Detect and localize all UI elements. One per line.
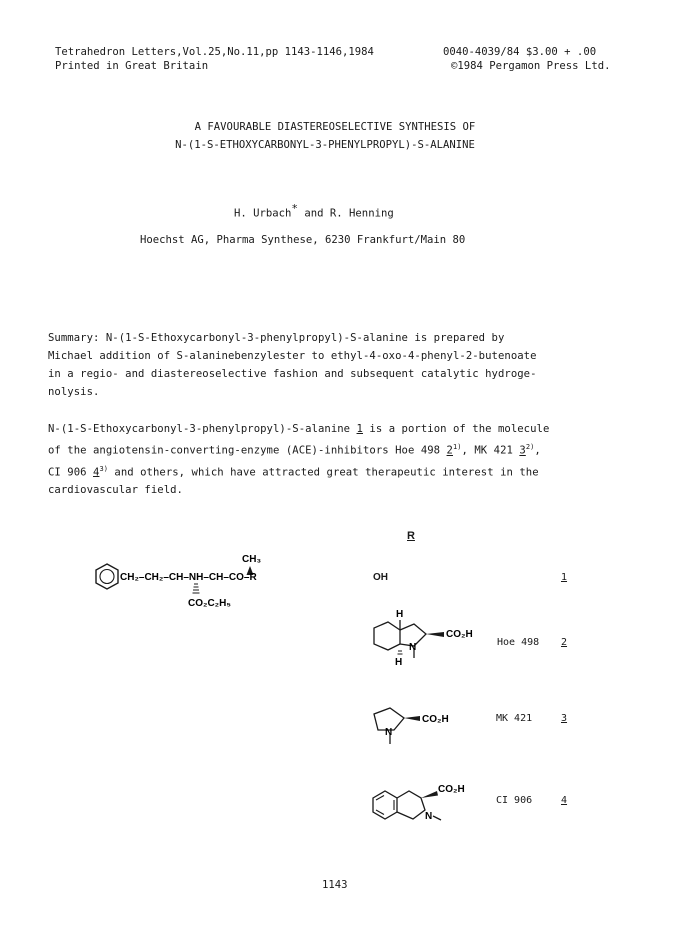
mk421-wedge	[404, 716, 420, 721]
hoe498-wedge	[426, 632, 444, 637]
page-number: 1143	[322, 879, 348, 891]
corresponding-mark: *	[291, 202, 299, 215]
summary	[48, 329, 648, 401]
summary-line-1: Summary: N-(1-S-Ethoxycarbonyl-3-phenylpropyl)-S-alanine is prepared by	[48, 332, 505, 344]
mk421-structure	[360, 700, 470, 750]
mk421-n: N	[385, 727, 393, 738]
compound-ref-4: 4	[93, 466, 100, 479]
intro-line-4: cardiovascular field.	[48, 484, 183, 497]
author-line	[234, 202, 394, 220]
journal-citation: Tetrahedron Letters,Vol.25,No.11,pp 1143-1146,1984	[55, 46, 374, 58]
title-line-1: A FAVOURABLE DIASTEREOSELECTIVE SYNTHESIS OF	[194, 121, 476, 133]
compound-number-4: 4	[561, 795, 568, 806]
ester-hash-bond	[193, 584, 200, 593]
compound-number-3: 3	[561, 713, 568, 724]
compound-ref-3: 3	[519, 444, 526, 457]
methyl-label: CH₃	[242, 554, 262, 565]
mk421-co2h: CO₂H	[422, 714, 449, 725]
side-chain-text: CH₂–CH₂–CH–NH–CH–CO–R	[120, 572, 257, 583]
compound-number-2: 2	[561, 637, 568, 648]
intro-paragraph	[48, 420, 648, 499]
journal-header	[55, 45, 374, 73]
intro-line-1: N-(1-S-Ethoxycarbonyl-3-phenylpropyl)-S-alanine 1 is a portion of the molecule	[48, 423, 550, 435]
copyright: ©1984 Pergamon Press Ltd.	[451, 60, 611, 72]
hoe498-h-bottom: H	[395, 657, 403, 668]
summary-line-2: Michael addition of S-alaninebenzylester to ethyl-4-oxo-4-phenyl-2-butenoate	[48, 350, 537, 362]
printed-in: Printed in Great Britain	[55, 60, 209, 72]
ester-label: CO₂C₂H₅	[188, 598, 231, 609]
summary-line-3: in a regio- and diastereoselective fashion and subsequent catalytic hydroge-	[48, 368, 537, 380]
ci906-co2h: CO₂H	[438, 784, 465, 795]
compound-name-3: MK 421	[496, 713, 533, 724]
hoe498-n: N	[409, 642, 417, 653]
hoe498-h-top: H	[396, 609, 404, 620]
author-urbach: H. Urbach	[234, 207, 292, 220]
ci906-n: N	[425, 811, 433, 822]
compound-name-4: CI 906	[496, 795, 533, 806]
intro-line-3: CI 906 4$^{3)}$ and others, which have attracted great therapeutic interest in the	[48, 464, 539, 479]
issn-price: 0040-4039/84 $3.00 + .00	[443, 46, 597, 58]
hoe498-structure	[362, 606, 492, 670]
affiliation: Hoechst AG, Pharma Synthese, 6230 Frankfurt/Main 80	[140, 234, 466, 246]
compound-number-1: 1	[561, 572, 568, 583]
benzene-aromatic-circle	[100, 570, 114, 584]
summary-line-4: nolysis.	[48, 386, 100, 398]
r-group-header: R	[407, 530, 415, 542]
intro-line-2: of the angiotensin-converting-enzyme (ACE)-inhibitors Hoe 498 2$^{1)}$, MK 421 3$^{2)}$,	[48, 443, 541, 457]
r-oh: OH	[373, 572, 388, 583]
benzene-ring	[96, 564, 118, 589]
publisher-header	[443, 45, 610, 73]
footnote-ref-3: 3)	[99, 464, 108, 473]
footnote-ref-1: 1)	[452, 443, 462, 451]
compound-ref-1: 1	[356, 423, 363, 435]
title-line-2: N-(1-S-ETHOXYCARBONYL-3-PHENYLPROPYL)-S-ALANINE	[175, 139, 475, 151]
hoe498-co2h: CO₂H	[446, 629, 473, 640]
paper-title	[0, 118, 680, 154]
ci906-structure	[365, 778, 495, 838]
compound-name-2: Hoe 498	[497, 637, 540, 648]
author-henning: and R. Henning	[298, 207, 394, 220]
footnote-ref-2: 2)	[525, 443, 535, 451]
core-structure	[85, 548, 325, 620]
ci906-wedge	[421, 791, 438, 798]
compound-ref-2: 2	[446, 444, 453, 457]
